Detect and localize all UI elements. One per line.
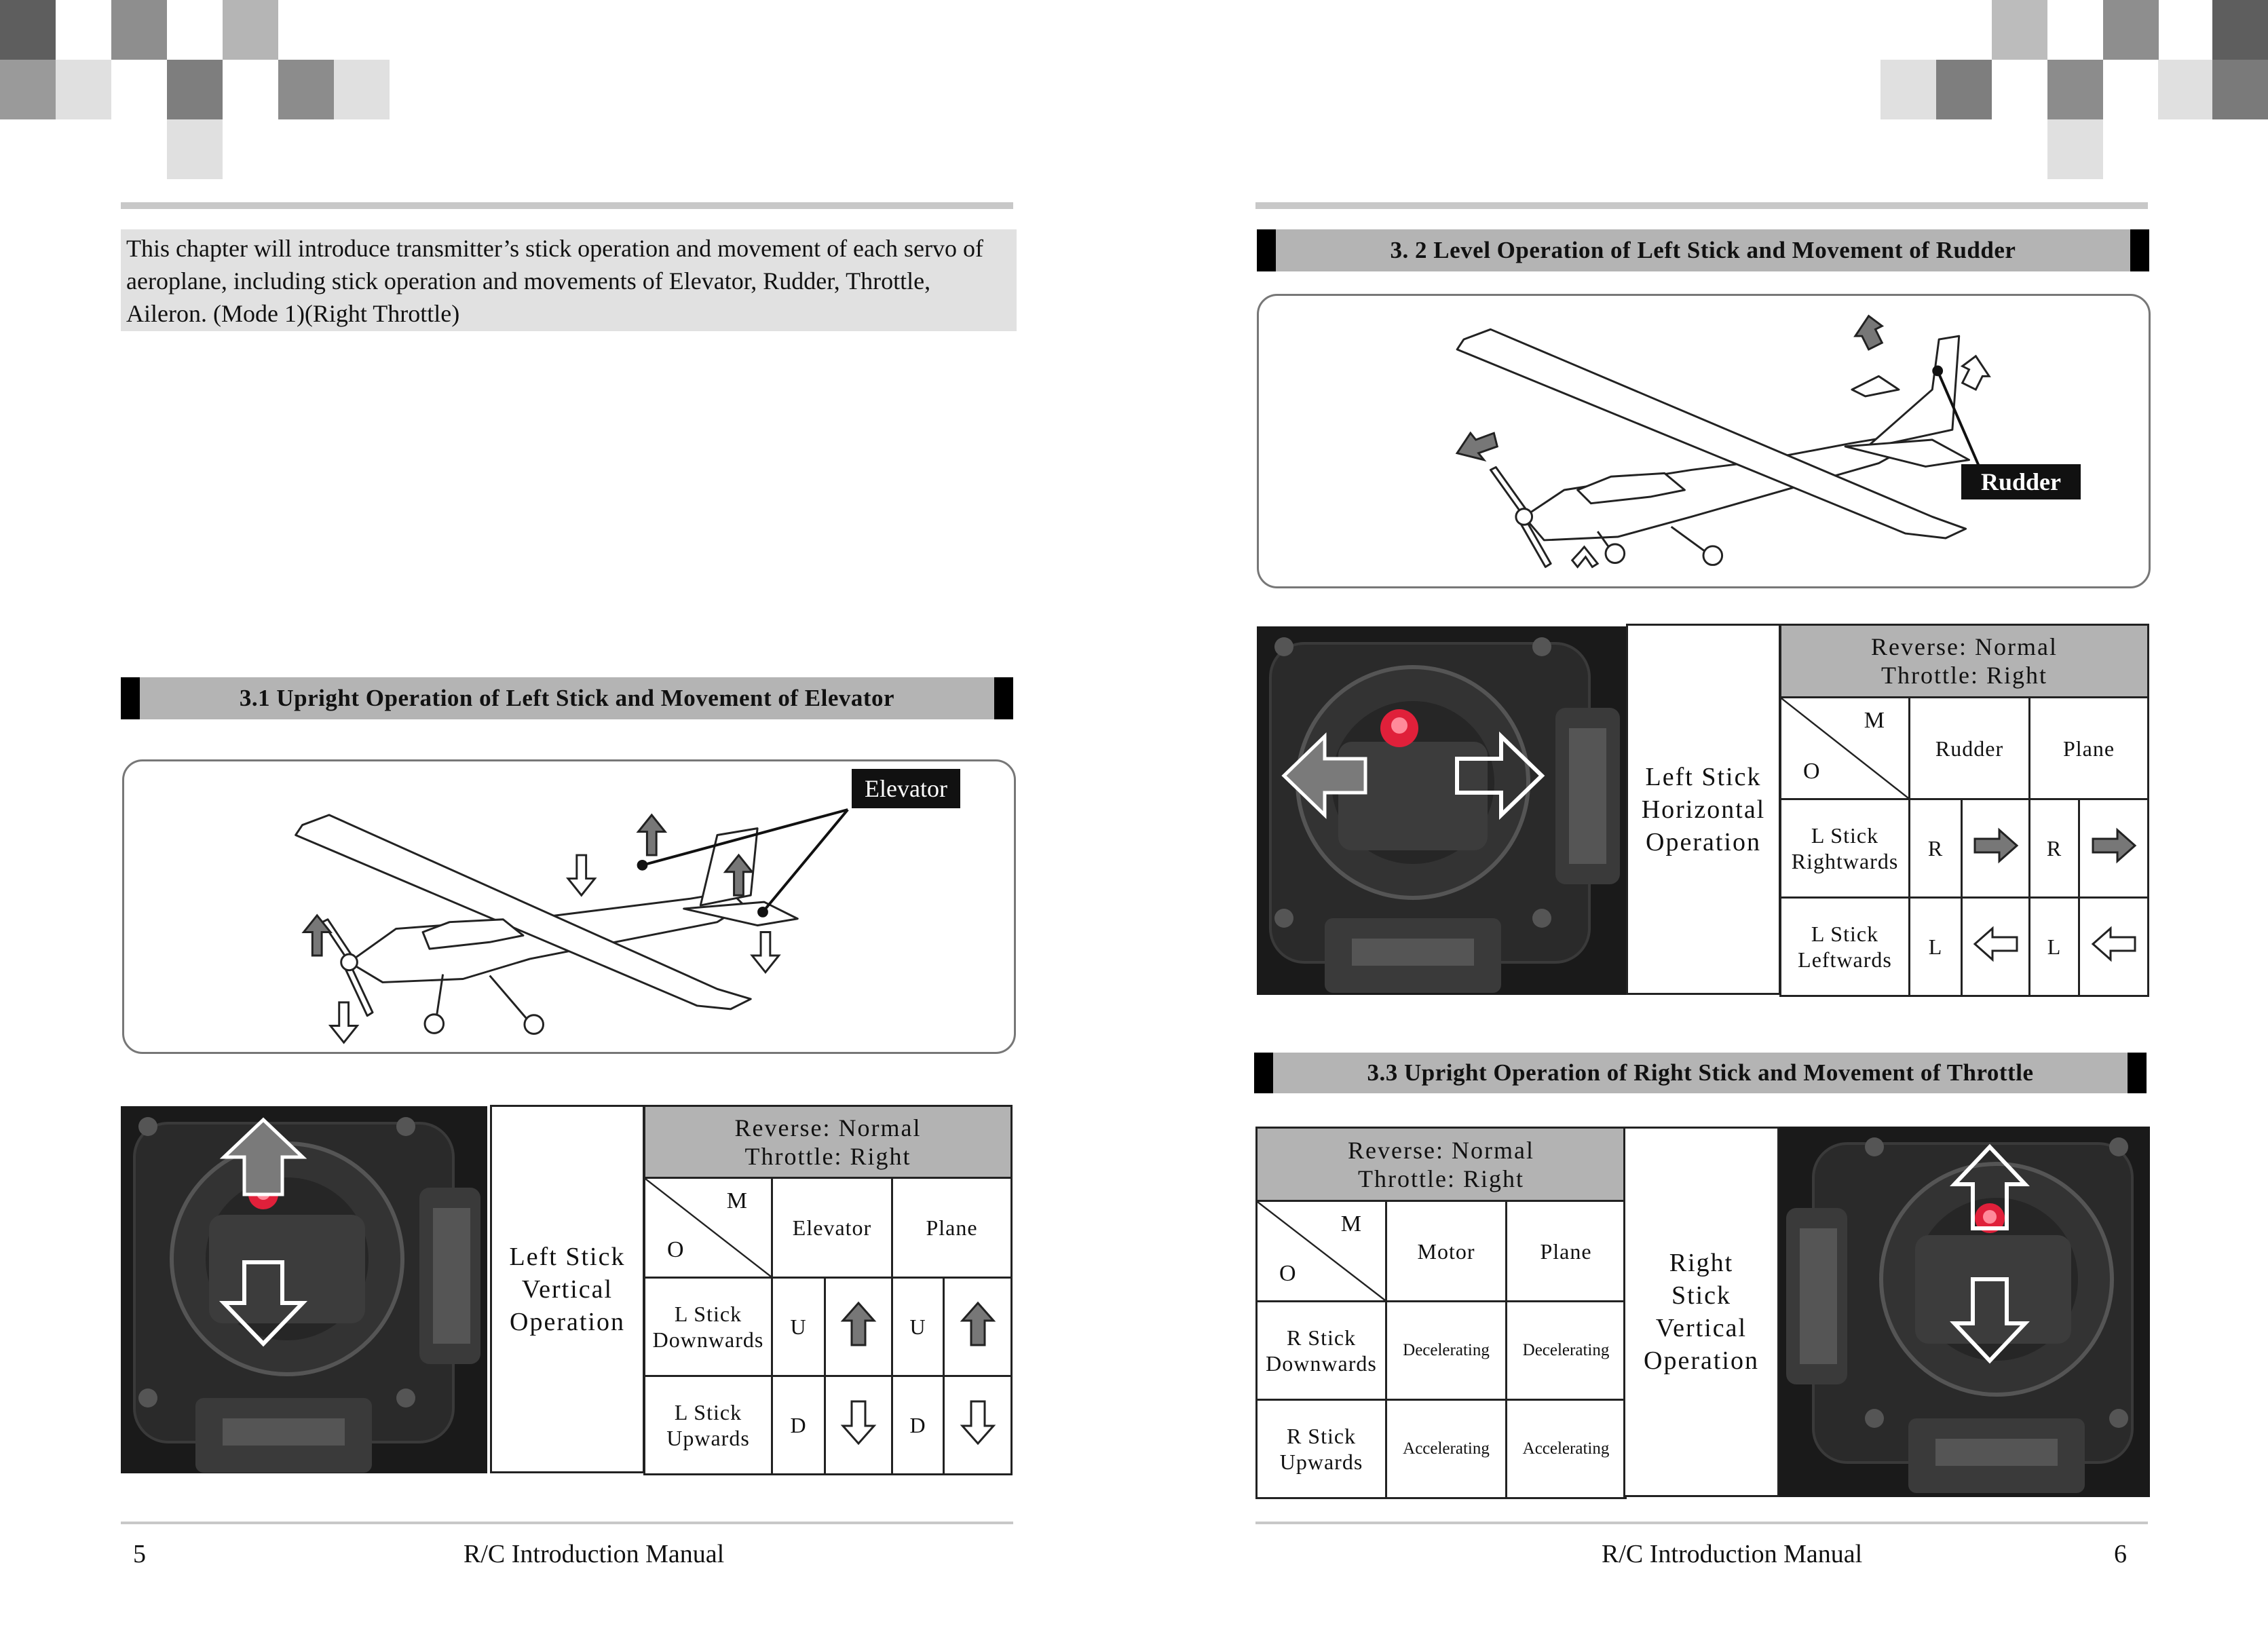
table31-col-plane: Plane	[892, 1178, 1012, 1278]
left-page-number: 5	[133, 1540, 146, 1568]
table33-header: Reverse: Normal Throttle: Right	[1257, 1128, 1626, 1201]
table31-header: Reverse: Normal Throttle: Right	[645, 1106, 1012, 1178]
table32-plane-value: L	[2030, 898, 2079, 996]
table31-mo-cell: M O	[645, 1178, 772, 1278]
table33-col-plane: Plane	[1507, 1201, 1626, 1302]
left-arrow-icon	[2079, 898, 2149, 996]
table33-movement-table	[1255, 1127, 1627, 1499]
down-arrow-icon	[944, 1376, 1012, 1475]
right-stick-vertical-photo	[1779, 1127, 2150, 1497]
table31-row-label: L Stick Downwards	[645, 1278, 772, 1376]
rudder-callout: Rudder	[1961, 464, 2081, 499]
table31-elevator-value: U	[772, 1278, 825, 1376]
table31-plane-value: D	[892, 1376, 944, 1475]
right-page-number: 6	[2114, 1540, 2127, 1568]
left-arrow-icon	[1962, 898, 2030, 996]
table33-row-label: R Stick Downwards	[1257, 1302, 1386, 1400]
table31-col-elevator: Elevator	[772, 1178, 892, 1278]
right-top-rule	[1255, 202, 2148, 209]
airplane-rudder-illustration	[1259, 296, 2149, 586]
right-footer-title: R/C Introduction Manual	[1602, 1540, 1863, 1568]
up-arrow-icon	[825, 1278, 892, 1376]
right-bottom-rule	[1255, 1522, 2148, 1524]
down-arrow-icon	[825, 1376, 892, 1475]
table33-row-label: R Stick Upwards	[1257, 1400, 1386, 1498]
table31-elevator-value: D	[772, 1376, 825, 1475]
table32-mo-cell: M O	[1781, 698, 1910, 799]
section-3-1-heading: 3.1 Upright Operation of Left Stick and Movement of Elevator	[121, 677, 1013, 719]
right-arrow-icon	[1962, 799, 2030, 898]
table32-plane-value: R	[2030, 799, 2079, 898]
table31-row-label: L Stick Upwards	[645, 1376, 772, 1475]
table31-operation-label: Left Stick Vertical Operation	[490, 1105, 645, 1473]
table33-motor-value: Decelerating	[1386, 1302, 1507, 1400]
table32-operation-label: Left Stick Horizontal Operation	[1626, 624, 1781, 995]
section-3-3-heading: 3.3 Upright Operation of Right Stick and Movement of Throttle	[1254, 1053, 2147, 1093]
table33-col-motor: Motor	[1386, 1201, 1507, 1302]
table32-row-label: L Stick Leftwards	[1781, 898, 1910, 996]
left-stick-vertical-photo	[121, 1106, 487, 1473]
table32-rudder-value: R	[1910, 799, 1962, 898]
section-3-2-heading: 3. 2 Level Operation of Left Stick and Movement of Rudder	[1257, 229, 2149, 271]
table31-plane-value: U	[892, 1278, 944, 1376]
table33-plane-value: Decelerating	[1507, 1302, 1626, 1400]
table32-row-label: L Stick Rightwards	[1781, 799, 1910, 898]
right-arrow-icon	[2079, 799, 2149, 898]
table31-movement-table	[643, 1105, 1013, 1475]
table33-motor-value: Accelerating	[1386, 1400, 1507, 1498]
left-stick-horizontal-photo	[1257, 626, 1626, 995]
left-footer-title: R/C Introduction Manual	[464, 1540, 725, 1568]
table32-col-plane: Plane	[2030, 698, 2149, 799]
up-arrow-icon	[944, 1278, 1012, 1376]
table32-col-rudder: Rudder	[1910, 698, 2030, 799]
left-top-rule	[121, 202, 1013, 209]
intro-paragraph: This chapter will introduce transmitter’s stick operation and movement of each servo of aeroplane, including stick operation and movements of Elevator, Rudder, Throttle, Aileron. (Mode 1)(Right Throttle)	[121, 229, 1017, 331]
table32-movement-table	[1779, 624, 2149, 997]
table33-operation-label: Right Stick Vertical Operation	[1623, 1127, 1779, 1497]
table32-rudder-value: L	[1910, 898, 1962, 996]
rudder-diagram-frame	[1257, 294, 2151, 588]
table33-mo-cell: M O	[1257, 1201, 1386, 1302]
table33-plane-value: Accelerating	[1507, 1400, 1626, 1498]
left-bottom-rule	[121, 1522, 1013, 1524]
table32-header: Reverse: Normal Throttle: Right	[1781, 625, 2149, 698]
elevator-callout: Elevator	[852, 769, 960, 808]
